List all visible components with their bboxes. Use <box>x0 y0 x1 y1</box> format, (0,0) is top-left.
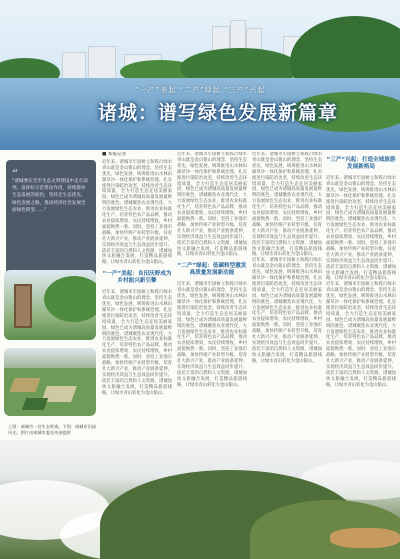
mountain-landscape-photo <box>0 440 400 559</box>
pull-quote-text: “诸城要在全市生态文明建设中走在前列，发挥好示范带动作用，持续擦亮生态发展的底色，坚持走生态优先、绿色发展之路，推动经济社会发展全面绿色转型……” <box>12 179 88 213</box>
section-subhead: “一产”美起：良田沃野成为乡村振兴新引擎 <box>102 271 172 285</box>
article-paragraph: 近年来，诸城市牢固树立和践行绿水青山就是金山银山的理念，坚持生态优先、绿色发展，统筹推进山水林田湖草沙一体化保护和系统治理，扎实推进污染防治攻坚，持续改善生态环境质量，全力打造生态宜居美丽家园，绿色已成为诸城高质量发展最鲜明的底色。诸城聚焦农业现代化，大力发展绿色生态农业，推进农业标准化生产，培育特色农产品品牌，推动农业提质增效、农民持续增收，乡村面貌焕然一新。同时，坚持工业强市战略，加快传统产业转型升级，培育壮大新兴产业，推动产业链条延伸，实现经济效益与生态效益同步提升。依托丰富的自然和人文资源，诸城加快文旅融合发展，打造精品旅游线路，让绿水青山转化为金山银山。 <box>177 152 247 258</box>
photo-caption: 上图：诸城市一处生态景观。下图：诸城市田园风光。图片由诸城市委宣传部提供 <box>8 424 96 435</box>
article-paragraph: 近年来，诸城市牢固树立和践行绿水青山就是金山银山的理念，坚持生态优先、绿色发展，统筹推进山水林田湖草沙一体化保护和系统治理，扎实推进污染防治攻坚，持续改善生态环境质量，全力打造生态宜居美丽家园，绿色已成为诸城高质量发展最鲜明的底色。诸城聚焦农业现代化，大力发展绿色生态农业，推进农业标准化生产，培育特色农产品品牌，推动农业提质增效、农民持续增收，乡村面貌焕然一新。同时，坚持工业强市战略，加快传统产业转型升级，培育壮大新兴产业，推动产业链条延伸，实现经济效益与生态效益同步提升。依托丰富的自然和人文资源，诸城加快文旅融合发展，打造精品旅游线路，让绿水青山转化为金山银山。 <box>102 159 172 266</box>
article-paragraph: 近年来，诸城市牢固树立和践行绿水青山就是金山银山的理念，坚持生态优先、绿色发展，统筹推进山水林田湖草沙一体化保护和系统治理，扎实推进污染防治攻坚，持续改善生态环境质量，全力打造生态宜居美丽家园，绿色已成为诸城高质量发展最鲜明的底色。诸城聚焦农业现代化，大力发展绿色生态农业，推进农业标准化生产，培育特色农产品品牌，推动农业提质增效、农民持续增收，乡村面貌焕然一新。同时，坚持工业强市战略，加快传统产业转型升级，培育壮大新兴产业，推动产业链条延伸，实现经济效益与生态效益同步提升。依托丰富的自然和人文资源，诸城加快文旅融合发展，打造精品旅游线路，让绿水青山转化为金山银山。 <box>252 152 322 258</box>
article-paragraph: 近年来，诸城市牢固树立和践行绿水青山就是金山银山的理念，坚持生态优先、绿色发展，统筹推进山水林田湖草沙一体化保护和系统治理，扎实推进污染防治攻坚，持续改善生态环境质量，全力打造生态宜居美丽家园，绿色已成为诸城高质量发展最鲜明的底色。诸城聚焦农业现代化，大力发展绿色生态农业，推进农业标准化生产，培育特色农产品品牌，推动农业提质增效、农民持续增收，乡村面貌焕然一新。同时，坚持工业强市战略，加快传统产业转型升级，培育壮大新兴产业，推动产业链条延伸，实现经济效益与生态效益同步提升。依托丰富的自然和人文资源，诸城加快文旅融合发展，打造精品旅游线路，让绿水青山转化为金山银山。 <box>326 282 396 388</box>
farmland-aerial-photo <box>4 348 96 416</box>
distant-building <box>88 46 116 80</box>
article-column <box>177 152 247 440</box>
article-column <box>326 152 396 440</box>
quote-mark-icon: “ <box>12 167 19 181</box>
hero-photo <box>0 0 400 150</box>
article-column <box>102 152 172 440</box>
aerial-field <box>22 398 48 410</box>
article-paragraph: 近年来，诸城市牢固树立和践行绿水青山就是金山银山的理念，坚持生态优先、绿色发展，统筹推进山水林田湖草沙一体化保护和系统治理，扎实推进污染防治攻坚，持续改善生态环境质量，全力打造生态宜居美丽家园，绿色已成为诸城高质量发展最鲜明的底色。诸城聚焦农业现代化，大力发展绿色生态农业，推进农业标准化生产，培育特色农产品品牌，推动农业提质增效、农民持续增收，乡村面貌焕然一新。同时，坚持工业强市战略，加快传统产业转型升级，培育壮大新兴产业，推动产业链条延伸，实现经济效益与生态效益同步提升。依托丰富的自然和人文资源，诸城加快文旅融合发展，打造精品旅游线路，让绿水青山转化为金山银山。 <box>252 258 322 364</box>
headline-title: 诸城：谱写绿色发展新篇章 <box>98 102 339 124</box>
aerial-sky <box>4 348 96 368</box>
monument-pillar <box>14 284 32 328</box>
distant-building <box>62 52 86 80</box>
byline: ■ 本报记者 <box>102 152 127 157</box>
article-paragraph: 近年来，诸城市牢固树立和践行绿水青山就是金山银山的理念，坚持生态优先、绿色发展，统筹推进山水林田湖草沙一体化保护和系统治理，扎实推进污染防治攻坚，持续改善生态环境质量，全力打造生态宜居美丽家园，绿色已成为诸城高质量发展最鲜明的底色。诸城聚焦农业现代化，大力发展绿色生态农业，推进农业标准化生产，培育特色农产品品牌，推动农业提质增效、农民持续增收，乡村面貌焕然一新。同时，坚持工业强市战略，加快传统产业转型升级，培育壮大新兴产业，推动产业链条延伸，实现经济效益与生态效益同步提升。依托丰富的自然和人文资源，诸城加快文旅融合发展，打造精品旅游线路，让绿水青山转化为金山银山。 <box>102 290 172 396</box>
article-body <box>102 152 396 442</box>
photo-tree <box>44 276 96 322</box>
monument-photo <box>4 270 96 340</box>
aerial-field <box>9 378 40 392</box>
article-column <box>252 152 322 440</box>
section-subhead: “二产”绿起：低碳转型激发高质量发展新动能 <box>177 263 247 277</box>
article-paragraph: 近年来，诸城市牢固树立和践行绿水青山就是金山银山的理念，坚持生态优先、绿色发展，统筹推进山水林田湖草沙一体化保护和系统治理，扎实推进污染防治攻坚，持续改善生态环境质量，全力打造生态宜居美丽家园，绿色已成为诸城高质量发展最鲜明的底色。诸城聚焦农业现代化，大力发展绿色生态农业，推进农业标准化生产，培育特色农产品品牌，推动农业提质增效、农民持续增收，乡村面貌焕然一新。同时，坚持工业强市战略，加快传统产业转型升级，培育壮大新兴产业，推动产业链条延伸，实现经济效益与生态效益同步提升。依托丰富的自然和人文资源，诸城加快文旅融合发展，打造精品旅游线路，让绿水青山转化为金山银山。 <box>177 282 247 388</box>
headline-kicker: “一产”美起 “二产”绿起 “三产”兴起 <box>135 86 266 94</box>
article-paragraph: 近年来，诸城市牢固树立和践行绿水青山就是金山银山的理念，坚持生态优先、绿色发展，统筹推进山水林田湖草沙一体化保护和系统治理，扎实推进污染防治攻坚，持续改善生态环境质量，全力打造生态宜居美丽家园，绿色已成为诸城高质量发展最鲜明的底色。诸城聚焦农业现代化，大力发展绿色生态农业，推进农业标准化生产，培育特色农产品品牌，推动农业提质增效、农民持续增收，乡村面貌焕然一新。同时，坚持工业强市战略，加快传统产业转型升级，培育壮大新兴产业，推动产业链条延伸，实现经济效益与生态效益同步提升。依托丰富的自然和人文资源，诸城加快文旅融合发展，打造精品旅游线路，让绿水青山转化为金山银山。 <box>326 176 396 282</box>
exposed-earth <box>330 528 400 548</box>
section-subhead: “三产”兴起：打造全域旅游发展新格局 <box>326 157 396 170</box>
